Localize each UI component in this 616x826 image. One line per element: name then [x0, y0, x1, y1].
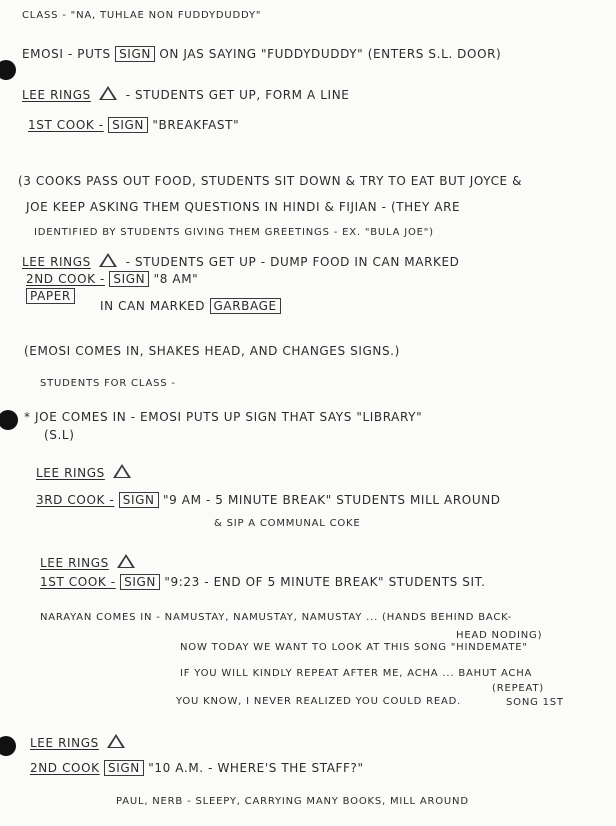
cook-label: 2ND COOK - [26, 272, 105, 286]
script-line [22, 253, 460, 269]
script-line [36, 464, 135, 480]
cook-label: 3RD COOK - [36, 493, 115, 507]
sign-box: SIGN [104, 760, 144, 776]
script-text: - STUDENTS GET UP - DUMP FOOD IN CAN MARKED [125, 255, 460, 269]
script-line [28, 117, 239, 133]
script-line: STUDENTS FOR CLASS - [40, 378, 176, 389]
script-line: YOU KNOW, I NEVER REALIZED YOU COULD READ. [176, 696, 462, 707]
script-line [40, 554, 139, 570]
sign-box: SIGN [108, 117, 148, 133]
script-line [30, 760, 364, 776]
triangle-icon [113, 464, 131, 478]
script-line: PAUL, NERB - SLEEPY, CARRYING MANY BOOKS, MILL AROUND [116, 796, 469, 807]
triangle-icon [107, 734, 125, 748]
script-line: (S.L) [44, 428, 75, 442]
script-line: & SIP A COMMUNAL COKE [214, 518, 361, 529]
script-line: JOE KEEP ASKING THEM QUESTIONS IN HINDI & FIJIAN - (THEY ARE [26, 200, 461, 214]
script-line: NOW TODAY WE WANT TO LOOK AT THIS SONG "HINDEMATE" [180, 642, 528, 653]
script-text: - STUDENTS GET UP, FORM A LINE [125, 88, 350, 102]
lee-rings-label: LEE RINGS [40, 556, 109, 570]
script-text: "10 A.M. - WHERE'S THE STAFF?" [148, 761, 364, 775]
script-line: HEAD NODING) [456, 630, 543, 641]
script-line [40, 574, 486, 590]
punch-hole [0, 60, 16, 80]
script-line: SONG 1ST [506, 697, 564, 708]
cook-label: 1ST COOK - [40, 575, 116, 589]
script-line [22, 46, 501, 62]
triangle-icon [99, 86, 117, 100]
script-text: IN CAN MARKED [100, 299, 206, 313]
script-text: "9 AM - 5 MINUTE BREAK" STUDENTS MILL AROUND [163, 493, 501, 507]
script-line: (REPEAT) [492, 683, 544, 694]
script-line: (EMOSI COMES IN, SHAKES HEAD, AND CHANGES SIGNS.) [24, 344, 400, 358]
script-line [26, 288, 75, 304]
lee-rings-label: LEE RINGS [22, 255, 91, 269]
sign-box: SIGN [120, 574, 160, 590]
cook-label: 2ND COOK [30, 761, 100, 775]
script-line: IDENTIFIED BY STUDENTS GIVING THEM GREETINGS - EX. "BULA JOE") [34, 227, 434, 238]
sign-box: SIGN [119, 492, 159, 508]
script-line [36, 492, 501, 508]
lee-rings-label: LEE RINGS [36, 466, 105, 480]
paper-box: PAPER [26, 288, 75, 304]
lee-rings-label: LEE RINGS [22, 88, 91, 102]
sign-box: SIGN [109, 271, 149, 287]
script-line [22, 86, 349, 102]
garbage-box: GARBAGE [210, 298, 281, 314]
script-line: IF YOU WILL KINDLY REPEAT AFTER ME, ACHA ... BAHUT ACHA [180, 668, 533, 679]
script-text: "8 AM" [153, 272, 199, 286]
script-text: "BREAKFAST" [152, 118, 240, 132]
sign-box: SIGN [115, 46, 155, 62]
script-text: "9:23 - END OF 5 MINUTE BREAK" STUDENTS SIT. [164, 575, 486, 589]
triangle-icon [99, 253, 117, 267]
script-line: (3 COOKS PASS OUT FOOD, STUDENTS SIT DOWN & TRY TO EAT BUT JOYCE & [18, 174, 523, 188]
script-line: * JOE COMES IN - EMOSI PUTS UP SIGN THAT SAYS "LIBRARY" [24, 410, 423, 424]
triangle-icon [117, 554, 135, 568]
script-line [100, 298, 281, 314]
lee-rings-label: LEE RINGS [30, 736, 99, 750]
script-text: EMOSI - PUTS [22, 47, 111, 61]
script-line [26, 271, 198, 287]
script-line [30, 734, 129, 750]
punch-hole [0, 410, 18, 430]
script-line: NARAYAN COMES IN - NAMUSTAY, NAMUSTAY, NAMUSTAY ... (HANDS BEHIND BACK- [40, 612, 512, 623]
cook-label: 1ST COOK - [28, 118, 104, 132]
script-line: CLASS - "NA, TUHLAE NON FUDDYDUDDY" [22, 10, 262, 21]
punch-hole [0, 736, 16, 756]
script-text: ON JAS SAYING "FUDDYDUDDY" (ENTERS S.L. DOOR) [159, 47, 502, 61]
